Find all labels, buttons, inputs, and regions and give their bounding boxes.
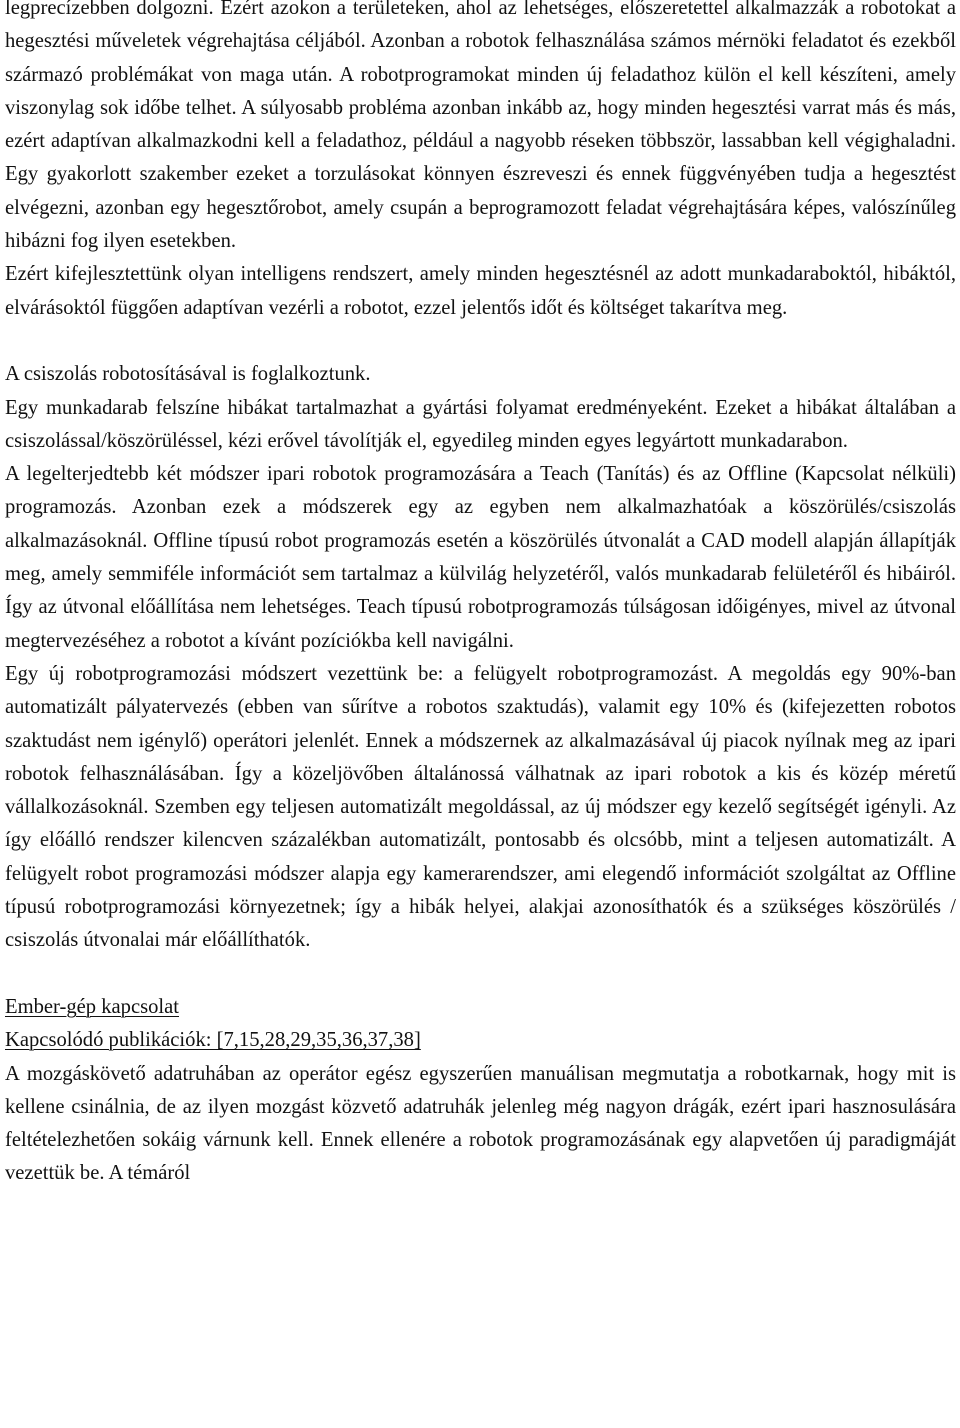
paragraph-gap [5, 958, 956, 991]
paragraph-gap [5, 325, 956, 358]
paragraph-supervised-programming: Egy új robotprogramozási módszert vezettünk be: a felügyelt robotprogramozást. A megoldás egy 90%-ban automatizált pályatervezés (ebben van sűrítve a robotos szaktudás), valamit egy 10% és (kifejezetten robotos szaktudást nem igénylő) operátori jelenlét. Ennek a módszernek az alkalmazásával új piacok nyílnak meg az ipari robotok felhasználásában. Így a közeljövőben általánossá válhatnak az ipari robotok a kis és közép méretű vállalkozásoknál. Szemben egy teljesen automatizált megoldással, az új módszer egy kezelő segítségét igényli. Az így előálló rendszer kilencven százalékban automatizált, pontosabb és olcsóbb, mint a teljesen automatizált. A felügyelt robot programozási módszer alapja egy kamerarendszer, ami elegendő információt szolgáltat az Offline típusú robotprogramozási környezetnek; így a hibák helyei, alakjai azonosíthatók és a szükséges köszörülés / csiszolás útvonalai már előállíthatók. [5, 662, 956, 952]
paragraph-programming-methods: A legelterjedtebb két módszer ipari robotok programozására a Teach (Tanítás) és az Offline (Kapcsolat nélküli) programozás. Azonban ezek a módszerek egy az egyben nem alkalmazhatóak a köszörülés/csiszolás alkalmazásoknál. Offline típusú robot programozás esetén a köszörülés útvonalát a CAD modell alapján állapítják meg, amely semmiféle információt sem tartalmaz a külvilág helyzetéről, valós munkadarab felületéről és hibáiról. Így az útvonal előállítása nem lehetséges. Teach típusú robotprogramozás túlságosan időigényes, mivel az útvonal megtervezéséhez a robotot a kívánt pozíciókba kell navigálni. [5, 463, 956, 652]
paragraph-grinding-intro: A csiszolás robotosításával is foglalkoztunk. [5, 363, 371, 386]
document-page [5, 0, 956, 1191]
paragraph-welding-robots: legprecízebben dolgozni. Ezért azokon a területeken, ahol az lehetséges, előszeretettel alkalmazzák a robotokat a hegesztési műveletek végrehajtása céljából. Azonban a robotok felhasználása számos mérnöki feladatot és ezekből származó problémákat von maga után. A robotprogramokat minden új feladathoz külön el kell készíteni, amely viszonylag sok időbe telhet. A súlyosabb probléma azonban inkább az, hogy minden hegesztési varrat más és más, ezért adaptívan alkalmazkodni kell a feladathoz, például a nagyobb réseken többször, lassabban kell végighaladni. Egy gyakorlott szakember ezeket a torzulásokat könnyen észreveszi és ennek függvényében tudja a hegesztést elvégezni, azonban egy hegesztőrobot, amely csupán a beprogramozott feladat végrehajtására képes, valószínűleg hibázni fog ilyen esetekben. [5, 0, 956, 253]
related-publications: Kapcsolódó publikációk: [7,15,28,29,35,36,37,38] [5, 1029, 421, 1052]
section-heading: Ember-gép kapcsolat [5, 995, 179, 1018]
paragraph-surface-defects: Egy munkadarab felszíne hibákat tartalmazhat a gyártási folyamat eredményeként. Ezeket a hibákat általában a csiszolással/köszörüléssel, kézi erővel távolítják el, egyedileg minden egyes legyártott munkadarabon. [5, 396, 956, 452]
paragraph-motion-capture: A mozgáskövető adatruhában az operátor egész egyszerűen manuálisan megmutatja a robotkarnak, hogy mit is kellene csinálnia, de az ilyen mozgást közvető adatruhák jelenleg még nagyon drágák, ezért ipari hasznosulására feltételezhetően sokáig várnunk kell. Ennek ellenére a robotok programozásának egy alapvetően új paradigmáját vezettük be. A témáról [5, 1062, 956, 1185]
paragraph-intelligent-system: Ezért kifejlesztettünk olyan intelligens rendszert, amely minden hegesztésnél az adott munkadaraboktól, hibáktól, elvárásoktól függően adaptívan vezérli a robotot, ezzel jelentős időt és költséget takarítva meg. [5, 263, 956, 319]
